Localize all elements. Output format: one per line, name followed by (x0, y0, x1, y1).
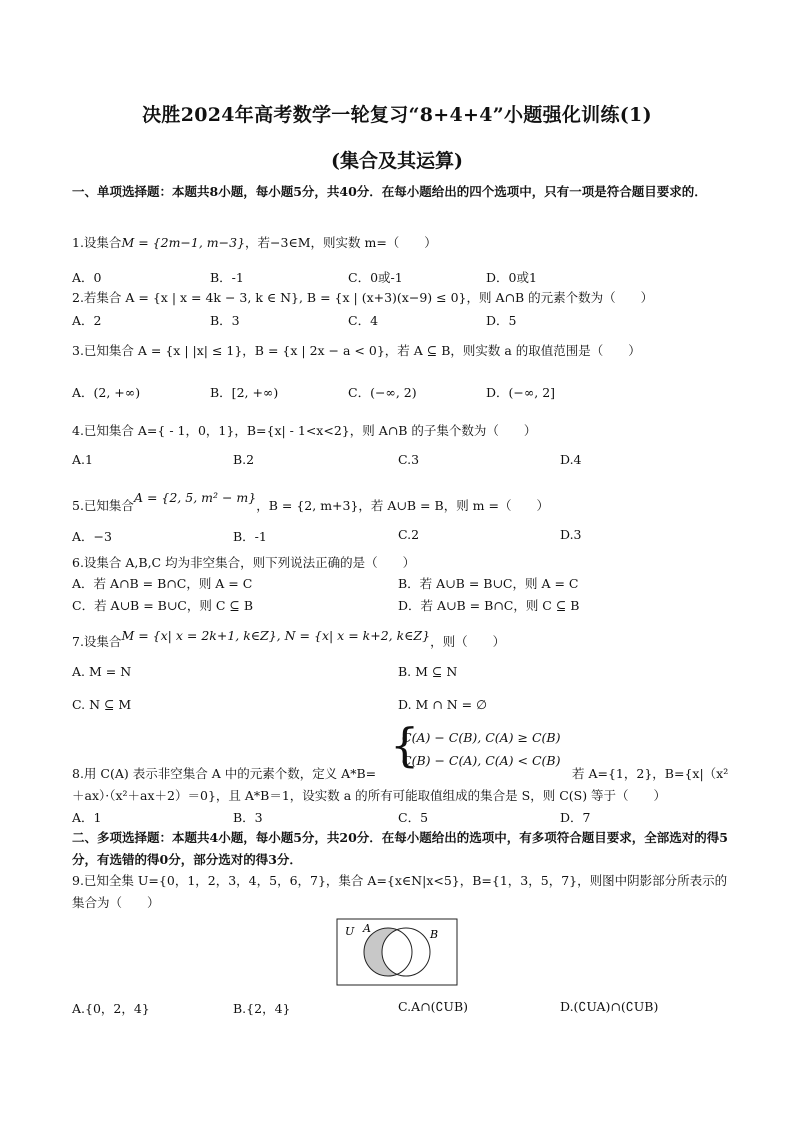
question-7-text-b: ，则（ ） (430, 634, 506, 649)
page-title: 决胜2024年高考数学一轮复习“8+4+4”小题强化训练(1) (142, 104, 652, 126)
question-1-option-a[interactable]: A．0 (72, 270, 102, 285)
question-9-option-a[interactable]: A.{0，2，4} (72, 1001, 150, 1016)
question-4-option-b[interactable]: B.2 (233, 452, 255, 467)
question-7 (72, 628, 506, 650)
question-7-option-a[interactable]: A. M = N (72, 664, 132, 679)
question-7-set: M = {x| x = 2k+1, k∈Z}, N = {x| x = k+2, k∈Z} (121, 628, 431, 643)
question-1-set: M = {2m−1, m−3} (121, 235, 246, 250)
question-2-option-b[interactable]: B．3 (210, 313, 240, 328)
question-5-text-a: 5.已知集合 (72, 498, 134, 513)
question-8-option-c[interactable]: C．5 (398, 810, 429, 825)
question-3: 3.已知集合 A = {x | |x| ≤ 1}，B = {x | 2x − a < 0}，若 A ⊆ B，则实数 a 的取值范围是（ ） (72, 343, 641, 358)
question-1-text-a: 1.设集合 (72, 235, 122, 250)
question-5-set: A = {2, 5, m² − m} (133, 490, 257, 505)
question-6-option-b[interactable]: B．若 A∪B = B∪C，则 A = C (398, 576, 579, 591)
venn-label-a: A (363, 922, 371, 935)
question-7-option-d[interactable]: D. M ∩ N = ∅ (398, 697, 487, 712)
question-8-option-d[interactable]: D．7 (560, 810, 591, 825)
question-1 (72, 233, 437, 251)
question-9-option-b[interactable]: B.{2，4} (233, 1001, 291, 1016)
question-8-line-2: ＋ax）·（x²＋ax＋2）＝0}，且 A*B＝1，设实数 a 的所有可能取值组成的集合是 S，则 C(S) 等于（ ） (72, 788, 667, 803)
question-4-option-d[interactable]: D.4 (560, 452, 582, 467)
question-3-option-d[interactable]: D．(−∞, 2] (486, 385, 556, 400)
question-6-option-c[interactable]: C．若 A∪B = B∪C，则 C ⊆ B (72, 598, 254, 613)
section-heading-single-choice: 一、单项选择题：本题共8小题，每小题5分，共40分．在每小题给出的四个选项中，只有一项是符合题目要求的． (72, 184, 707, 199)
question-5-option-a[interactable]: A．−3 (72, 529, 112, 544)
venn-diagram (336, 918, 458, 986)
question-8-line-1a: 8.用 C(A) 表示非空集合 A 中的元素个数，定义 A*B= (72, 766, 377, 781)
question-1-option-c[interactable]: C．0或-1 (348, 270, 403, 285)
question-5 (72, 490, 549, 514)
question-5-option-c[interactable]: C.2 (398, 527, 420, 542)
question-1-option-b[interactable]: B．-1 (210, 270, 244, 285)
question-5-option-b[interactable]: B．-1 (233, 529, 267, 544)
question-6-option-d[interactable]: D．若 A∪B = B∩C，则 C ⊆ B (398, 598, 580, 613)
question-6-option-a[interactable]: A．若 A∩B = B∩C，则 A = C (72, 576, 253, 591)
question-2-option-d[interactable]: D．5 (486, 313, 517, 328)
question-2-option-c[interactable]: C．4 (348, 313, 379, 328)
question-7-option-c[interactable]: C. N ⊆ M (72, 697, 132, 712)
question-9-option-d[interactable]: D.(∁UA)∩(∁UB) (560, 999, 659, 1014)
question-8-option-b[interactable]: B．3 (233, 810, 263, 825)
question-3-option-c[interactable]: C．(−∞, 2) (348, 385, 417, 400)
question-4-option-a[interactable]: A.1 (72, 452, 93, 467)
question-7-option-b[interactable]: B. M ⊆ N (398, 664, 458, 679)
question-6: 6.设集合 A,B,C 均为非空集合，则下列说法正确的是（ ） (72, 555, 416, 570)
venn-label-b: B (430, 928, 439, 941)
question-5-text-b: ，B = {2, m+3}，若 A∪B = B，则 m =（ ） (256, 498, 549, 513)
question-8-line-1b: 若 A={1，2}，B={x|（x² (572, 766, 729, 781)
question-1-text-b: ，若−3∈M，则实数 m=（ ） (245, 235, 437, 250)
question-8-case-1: C(A) − C(B), C(A) ≥ C(B) (402, 730, 561, 745)
question-8-option-a[interactable]: A．1 (72, 810, 102, 825)
section-heading-multi-choice: 二、多项选择题：本题共4小题，每小题5分，共20分．在每小题给出的选项中，有多项符合题目要求，全部选对的得5分，有选错的得0分，部分选对的得3分． (72, 830, 728, 867)
page-subtitle: (集合及其运算) (331, 150, 463, 172)
venn-label-u: U (345, 925, 355, 938)
question-3-option-a[interactable]: A．(2, +∞) (72, 385, 141, 400)
question-2: 2.若集合 A = {x | x = 4k − 3, k ∈ N}, B = {x | (x+3)(x−9) ≤ 0}，则 A∩B 的元素个数为（ ） (72, 290, 654, 305)
question-4: 4.已知集合 A={ - 1，0，1}，B={x| - 1<x<2}，则 A∩B 的子集个数为（ ） (72, 423, 537, 438)
question-2-option-a[interactable]: A．2 (72, 313, 102, 328)
question-5-option-d[interactable]: D.3 (560, 527, 582, 542)
question-1-option-d[interactable]: D．0或1 (486, 270, 537, 285)
question-8-case-2: C(B) − C(A), C(A) < C(B) (402, 753, 561, 768)
question-4-option-c[interactable]: C.3 (398, 452, 420, 467)
question-7-text-a: 7.设集合 (72, 634, 122, 649)
question-9: 9.已知全集 U={0，1，2，3，4，5，6，7}，集合 A={x∈N|x<5}，B={1，3，5，7}，则图中阴影部分所表示的集合为（ ） (72, 873, 728, 910)
question-3-option-b[interactable]: B．[2, +∞) (210, 385, 279, 400)
question-9-option-c[interactable]: C.A∩(∁UB) (398, 999, 469, 1014)
question-8-brace: { (390, 718, 420, 772)
